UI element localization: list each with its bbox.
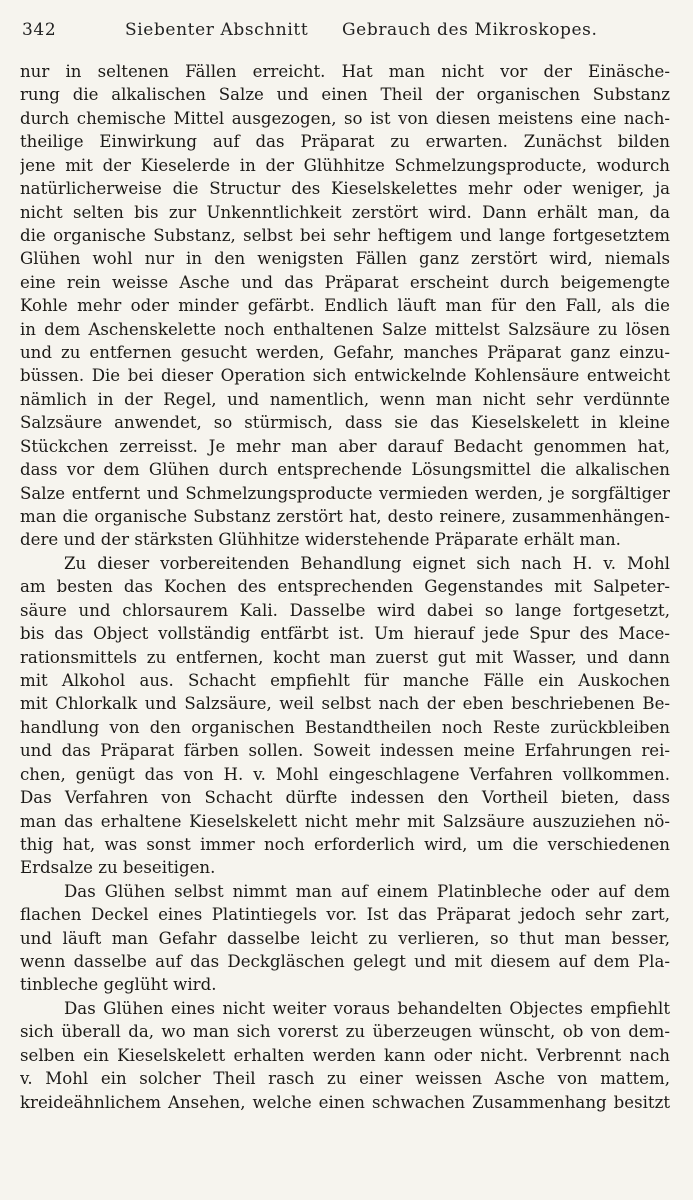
text-line: dere und der stärksten Glühhitze widerstehende Präparate erhält man. [20,530,621,550]
text-line: dass vor dem Glühen durch entsprechende Lösungsmittel die alkalischen [20,460,670,480]
text-line: in dem Aschenskelette noch enthaltenen Salze mittelst Salzsäure zu lösen [20,319,670,339]
text-line: nicht selten bis zur Unkenntlichkeit zerstört wird. Dann erhält man, da [20,202,670,222]
text-line: Zu dieser vorbereitenden Behandlung eignet sich nach H. v. Mohl [64,553,670,573]
text-line: man die organische Substanz zerstört hat, desto reinere, zusammenhängen- [20,507,670,527]
text-line: kreideähnlichem Ansehen, welche einen schwachen Zusammenhang besitzt [20,1092,670,1112]
text-line: sich überall da, wo man sich vorerst zu überzeugen wünscht, ob von dem- [20,1022,670,1042]
text-line: theilige Einwirkung auf das Präparat zu erwarten. Zunächst bilden [20,132,670,152]
page-number: 342 [22,20,57,40]
text-line: am besten das Kochen des entsprechenden Gegenstandes mit Salpeter- [20,577,670,597]
text-line: Erdsalze zu beseitigen. [20,858,216,878]
chapter-title: Gebrauch des Mikroskopes. [342,20,598,40]
text-line: eine rein weisse Asche und das Präparat erscheint durch beigemengte [20,272,670,292]
text-line: Kohle mehr oder minder gefärbt. Endlich läuft man für den Fall, als die [20,296,670,316]
text-line: thig hat, was sonst immer noch erforderlich wird, um die verschiedenen [20,834,670,854]
text-line: Salze entfernt und Schmelzungsproducte vermieden werden, je sorgfältiger [20,483,670,503]
text-line: handlung von den organischen Bestandtheilen noch Reste zurückbleiben [20,717,670,737]
text-line: die organische Substanz, selbst bei sehr heftigem und lange fortgesetztem [20,225,670,245]
text-line: rationsmittels zu entfernen, kocht man zuerst gut mit Wasser, und dann [20,647,670,667]
text-line: man das erhaltene Kieselskelett nicht mehr mit Salzsäure auszuziehen nö- [20,811,670,831]
text-line: selben ein Kieselskelett erhalten werden kann oder nicht. Verbrennt nach [20,1045,670,1065]
text-line: tinbleche geglüht wird. [20,975,217,995]
text-line: nur in seltenen Fällen erreicht. Hat man nicht vor der Einäsche- [20,62,670,81]
text-line: jene mit der Kieselerde in der Glühhitze Schmelzungsproducte, wodurch [20,155,670,175]
text-line: und läuft man Gefahr dasselbe leicht zu verlieren, so thut man besser, [20,928,670,948]
text-line: mit Chlorkalk und Salzsäure, weil selbst nach der eben beschriebenen Be- [20,694,670,714]
text-line: Das Glühen selbst nimmt man auf einem Platinbleche oder auf dem [64,881,670,901]
body-text [20,60,670,1114]
text-line: nämlich in der Regel, und namentlich, wenn man nicht sehr verdünnte [20,389,670,409]
text-line: Glühen wohl nur in den wenigsten Fällen ganz zerstört wird, niemals [20,249,670,269]
text-line: natürlicherweise die Structur des Kieselskelettes mehr oder weniger, ja [20,179,670,199]
text-line: bis das Object vollständig entfärbt ist. Um hierauf jede Spur des Mace- [20,624,670,644]
section-title: Siebenter Abschnitt [125,20,309,40]
text-line: Stückchen zerreisst. Je mehr man aber darauf Bedacht genommen hat, [20,436,670,456]
text-line: wenn dasselbe auf das Deckgläschen gelegt und mit diesem auf dem Pla- [20,952,670,972]
text-line: flachen Deckel eines Platintiegels vor. Ist das Präparat jedoch sehr zart, [20,905,670,925]
text-line: chen, genügt das von H. v. Mohl eingeschlagene Verfahren vollkommen. [20,764,670,784]
text-line: v. Mohl ein solcher Theil rasch zu einer weissen Asche von mattem, [20,1069,670,1089]
text-line: durch chemische Mittel ausgezogen, so ist von diesen meistens eine nach- [20,108,670,128]
text-line: büssen. Die bei dieser Operation sich entwickelnde Kohlensäure entweicht [20,366,670,386]
text-line: Salzsäure anwendet, so stürmisch, dass sie das Kieselskelett in kleine [20,413,670,433]
text-line: Das Verfahren von Schacht dürfte indessen den Vortheil bieten, dass [20,788,670,808]
running-header [20,20,670,48]
text-line: und das Präparat färben sollen. Soweit indessen meine Erfahrungen rei- [20,741,670,761]
text-line: säure und chlorsaurem Kali. Dasselbe wird dabei so lange fortgesetzt, [20,600,670,620]
text-line: rung die alkalischen Salze und einen Theil der organischen Substanz [20,85,670,105]
text-line: und zu entfernen gesucht werden, Gefahr, manches Präparat ganz einzu- [20,343,670,363]
text-line: Das Glühen eines nicht weiter voraus behandelten Objectes empfiehlt [64,998,670,1018]
text-line: mit Alkohol aus. Schacht empfiehlt für manche Fälle ein Auskochen [20,670,670,690]
